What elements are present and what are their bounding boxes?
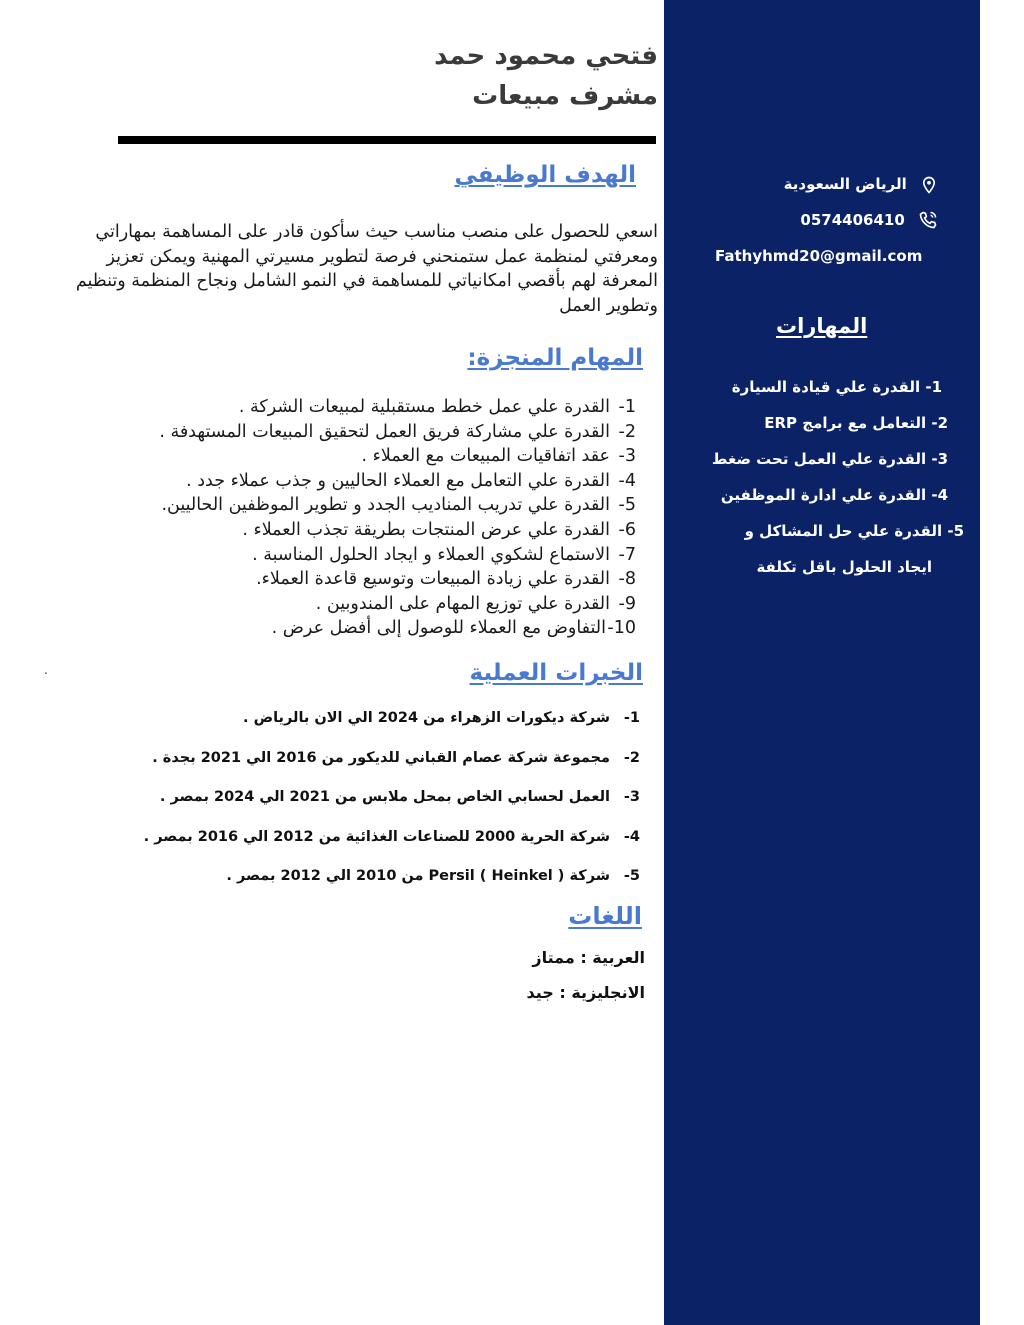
contact-phone — [800, 210, 938, 230]
tasks-heading: المهام المنجزة: — [467, 345, 643, 371]
list-item: 3- القدرة علي العمل تحت ضغط — [711, 450, 948, 468]
list-item: 4-شركة الحرية 2000 للصناعات الغذائية من 2012 الي 2016 بمصر . — [143, 828, 640, 845]
sidebar-panel — [664, 0, 980, 1325]
list-item: 7-الاستماع لشكوي العملاء و ايجاد الحلول المناسبة . — [252, 544, 636, 565]
resume-header — [434, 36, 658, 116]
list-item: 6-القدرة علي عرض المنتجات بطريقة تجذب العملاء . — [242, 519, 636, 540]
language-english: الانجليزية : جيد — [526, 983, 645, 1002]
languages-heading: اللغات — [568, 902, 642, 930]
experience-heading: الخبرات العملية — [469, 660, 643, 686]
list-item: 3-عقد اتفاقيات المبيعات مع العملاء . — [361, 446, 636, 467]
list-item: 5-القدرة علي تدريب المناديب الجدد و تطوير الموظفين الحاليين. — [161, 495, 636, 516]
job-title: مشرف مبيعات — [472, 81, 658, 111]
skills-heading: المهارات — [776, 314, 868, 338]
objective-heading: الهدف الوظيفي — [454, 162, 636, 188]
phone-text: 0574406410 — [800, 210, 905, 229]
header-divider — [118, 136, 656, 144]
list-item: 1-شركة ديكورات الزهراء من 2024 الي الان بالرياض . — [243, 710, 640, 726]
list-item: 3-العمل لحسابي الخاص بمحل ملابس من 2021 الي 2024 بمصر . — [159, 789, 640, 805]
list-item: ايجاد الحلول باقل تكلفة — [756, 558, 932, 576]
stray-dot: . — [44, 663, 48, 677]
list-item: 2- التعامل مع برامج ERP — [764, 414, 948, 432]
list-item: 10-التفاوض مع العملاء للوصول إلى أفضل عرض . — [271, 618, 636, 639]
list-item: 5-شركة Persil ( Heinkel ) من 2010 الي 2012 بمصر . — [226, 868, 640, 884]
candidate-name: فتحي محمود حمد — [434, 41, 658, 71]
objective-text: اسعي للحصول على منصب مناسب حيث سأكون قادر على المساهمة بمهاراتي ومعرفتي لمنظمة عمل ستمنحني فرصة لتطوير مسيرتي المهنية ويمكن تعزيز المعرفة لهم بأقصي امكانياتي للمساهمة في النمو الشامل ونجاح المنظمة وتنظيم وتطوير العمل — [75, 222, 658, 316]
contact-email: Fathyhmd20@gmail.com — [715, 247, 923, 265]
phone-icon — [913, 211, 938, 229]
skills-list — [678, 369, 964, 585]
list-item: 1- القدرة علي قيادة السيارة — [731, 378, 942, 396]
list-item: 9-القدرة علي توزيع المهام على المندوبين . — [315, 593, 636, 614]
list-item: 4-القدرة علي التعامل مع العملاء الحاليين و جذب عملاء جدد . — [186, 470, 636, 491]
list-item: 8-القدرة علي زيادة المبيعات وتوسيع قاعدة العملاء. — [256, 569, 636, 590]
experience-list — [144, 708, 640, 906]
location-pin-icon — [915, 175, 938, 193]
list-item: 4- القدرة علي ادارة الموظفين — [720, 486, 948, 504]
list-item: 2-القدرة علي مشاركة فريق العمل لتحقيق المبيعات المستهدفة . — [159, 421, 636, 442]
contact-location — [784, 175, 938, 194]
list-item: 5- القدرة علي حل المشاكل و — [744, 522, 964, 540]
language-arabic: العربية : ممتاز — [532, 948, 645, 967]
location-text: الرياض السعودية — [783, 175, 907, 193]
tasks-list — [159, 395, 636, 641]
list-item: 2-مجموعة شركة عصام القباني للديكور من 2016 الي 2021 بجدة . — [152, 749, 640, 766]
list-item: 1-القدرة علي عمل خطط مستقبلية لمبيعات الشركة . — [238, 397, 636, 417]
